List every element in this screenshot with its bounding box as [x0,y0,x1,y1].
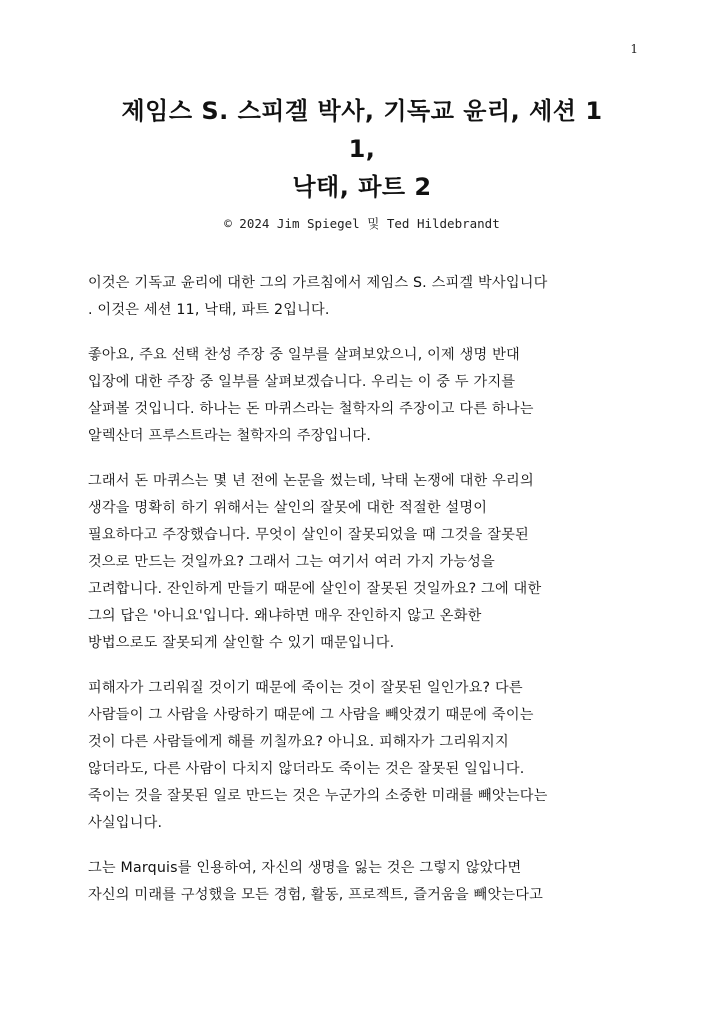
text-line: 입장에 대한 주장 중 일부를 살펴보겠습니다. 우리는 이 중 두 가지를 [88,374,516,390]
title-line: 1, [348,135,376,163]
document-title [88,92,636,206]
text-line: 않더라도, 다른 사람이 다치지 않더라도 죽이는 것은 잘못된 일입니다. [88,761,525,777]
paragraph-marquis [88,468,648,657]
paragraph-overview [88,342,648,450]
text-line: 그의 답은 '아니요'입니다. 왜냐하면 매우 잔인하지 않고 온화한 [88,608,482,624]
text-line: 피해자가 그리워질 것이기 때문에 죽이는 것이 잘못된 일인가요? 다른 [88,680,523,696]
paragraph-quote [88,855,648,909]
title-line: 낙태, 파트 2 [292,173,432,201]
text-line: 이것은 기독교 윤리에 대한 그의 가르침에서 제임스 S. 스피겔 박사입니다 [88,275,548,291]
text-line: 알렉산더 프루스트라는 철학자의 주장입니다. [88,428,372,444]
text-line: 자신의 미래를 구성했을 모든 경험, 활동, 프로젝트, 즐거움을 빼앗는다고 [88,887,544,903]
text-line: 사실입니다. [88,815,163,831]
text-line: 사람들이 그 사람을 사랑하기 때문에 그 사람을 빼앗겼기 때문에 죽이는 [88,707,534,723]
text-line: 생각을 명확히 하기 위해서는 살인의 잘못에 대한 적절한 설명이 [88,500,488,516]
text-line: . 이것은 세션 11, 낙태, 파트 2입니다. [88,302,330,318]
text-line: 좋아요, 주요 선택 찬성 주장 중 일부를 살펴보았으니, 이제 생명 반대 [88,347,520,363]
text-line: 그래서 돈 마퀴스는 몇 년 전에 논문을 썼는데, 낙태 논쟁에 대한 우리의 [88,473,534,489]
paragraph-intro [88,270,648,324]
text-line: 방법으로도 잘못되게 살인할 수 있기 때문입니다. [88,635,395,651]
text-line: 것이 다른 사람들에게 해를 끼칠까요? 아니요. 피해자가 그리워지지 [88,734,509,750]
text-line: 그는 Marquis를 인용하여, 자신의 생명을 잃는 것은 그렇지 않았다면 [88,860,522,876]
text-line: 것으로 만드는 것일까요? 그래서 그는 여기서 여러 가지 가능성을 [88,554,495,570]
copyright-notice: © 2024 Jim Spiegel 및 Ted Hildebrandt [224,216,500,231]
body-text [88,270,648,927]
text-line: 살펴볼 것입니다. 하나는 돈 마퀴스라는 철학자의 주장이고 다른 하나는 [88,401,534,417]
text-line: 고려합니다. 잔인하게 만들기 때문에 살인이 잘못된 것일까요? 그에 대한 [88,581,542,597]
text-line: 필요하다고 주장했습니다. 무엇이 살인이 잘못되었을 때 그것을 잘못된 [88,527,529,543]
text-line: 죽이는 것을 잘못된 일로 만드는 것은 누군가의 소중한 미래를 빼앗는다는 [88,788,548,804]
paragraph-victim [88,675,648,837]
page-number: 1 [630,42,638,56]
title-line: 제임스 S. 스피겔 박사, 기독교 윤리, 세션 1 [121,97,603,125]
